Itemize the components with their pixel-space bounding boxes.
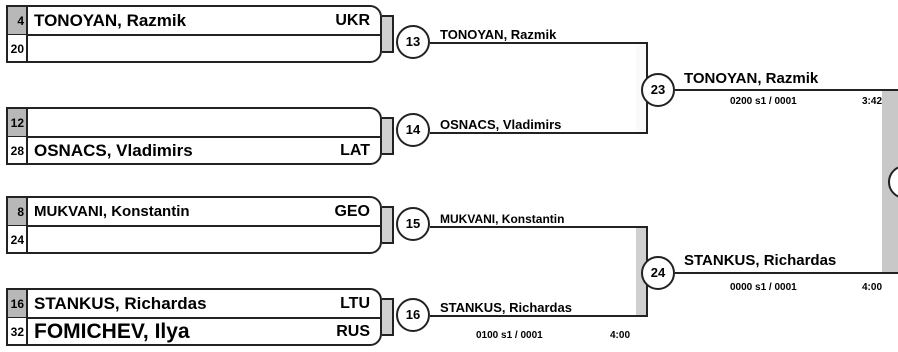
round2-winner-name: STANKUS, Richardas — [440, 300, 572, 315]
competitor-name: STANKUS, Richardas — [34, 294, 207, 313]
competitor-row[interactable] — [8, 318, 380, 345]
pair-connector — [382, 117, 394, 155]
competitor-row[interactable] — [8, 35, 380, 62]
round2-winner-name: OSNACS, Vladimirs — [440, 117, 562, 132]
match-time: 3:42 — [862, 96, 883, 107]
winner-line — [675, 272, 882, 274]
country-code: LAT — [340, 142, 370, 159]
competitor-row[interactable] — [8, 137, 380, 164]
winner-line — [675, 89, 882, 91]
competitor-row[interactable] — [8, 109, 380, 138]
round3-winner-name: STANKUS, Richardas — [684, 252, 837, 269]
competitor-name: MUKVANI, Konstantin — [34, 203, 190, 220]
winner-line — [430, 226, 636, 228]
match-pair-3 — [6, 196, 382, 254]
competitor-row[interactable] — [8, 226, 380, 253]
match-number-badge[interactable]: 24 — [641, 256, 675, 290]
round3-winner-name: TONOYAN, Razmik — [684, 70, 819, 87]
match-number-badge[interactable]: 14 — [396, 113, 430, 147]
match-time: 4:00 — [862, 282, 883, 293]
match-score: 0200 s1 / 0001 — [730, 96, 797, 107]
seed-number: 28 — [8, 137, 28, 164]
seed-number: 12 — [8, 109, 28, 136]
match-time: 4:00 — [610, 330, 631, 341]
match-pair-1 — [6, 5, 382, 63]
competitor-row[interactable] — [8, 7, 380, 36]
seed-number: 20 — [8, 35, 28, 62]
match-score: 0000 s1 / 0001 — [730, 282, 797, 293]
competitor-name: FOMICHEV, Ilya — [34, 320, 190, 343]
match-number-badge[interactable]: 15 — [396, 207, 430, 241]
winner-line — [430, 42, 636, 44]
competitor-name: TONOYAN, Razmik — [34, 11, 187, 30]
seed-number: 32 — [8, 318, 28, 345]
match-number-badge[interactable]: 13 — [396, 25, 430, 59]
round2-winner-name: TONOYAN, Razmik — [440, 27, 557, 42]
pair-connector — [382, 298, 394, 336]
competitor-name: OSNACS, Vladimirs — [34, 141, 193, 160]
country-code: GEO — [334, 203, 370, 220]
pair-connector — [382, 15, 394, 53]
seed-number: 24 — [8, 226, 28, 253]
country-code: LTU — [340, 295, 370, 312]
match-number-badge[interactable]: 16 — [396, 298, 430, 332]
country-code: UKR — [335, 12, 370, 29]
round2-winner-name: MUKVANI, Konstantin — [440, 212, 565, 226]
pair-connector — [382, 206, 394, 244]
country-code: RUS — [336, 323, 370, 340]
winner-line — [430, 132, 636, 134]
seed-number: 4 — [8, 7, 28, 34]
match-number-badge[interactable]: 23 — [641, 73, 675, 107]
competitor-row[interactable] — [8, 198, 380, 227]
match-score: 0100 s1 / 0001 — [476, 330, 543, 341]
match-pair-2 — [6, 107, 382, 165]
competitor-row[interactable] — [8, 290, 380, 319]
seed-number: 16 — [8, 290, 28, 317]
seed-number: 8 — [8, 198, 28, 225]
match-pair-4 — [6, 288, 382, 346]
winner-line — [430, 315, 636, 317]
